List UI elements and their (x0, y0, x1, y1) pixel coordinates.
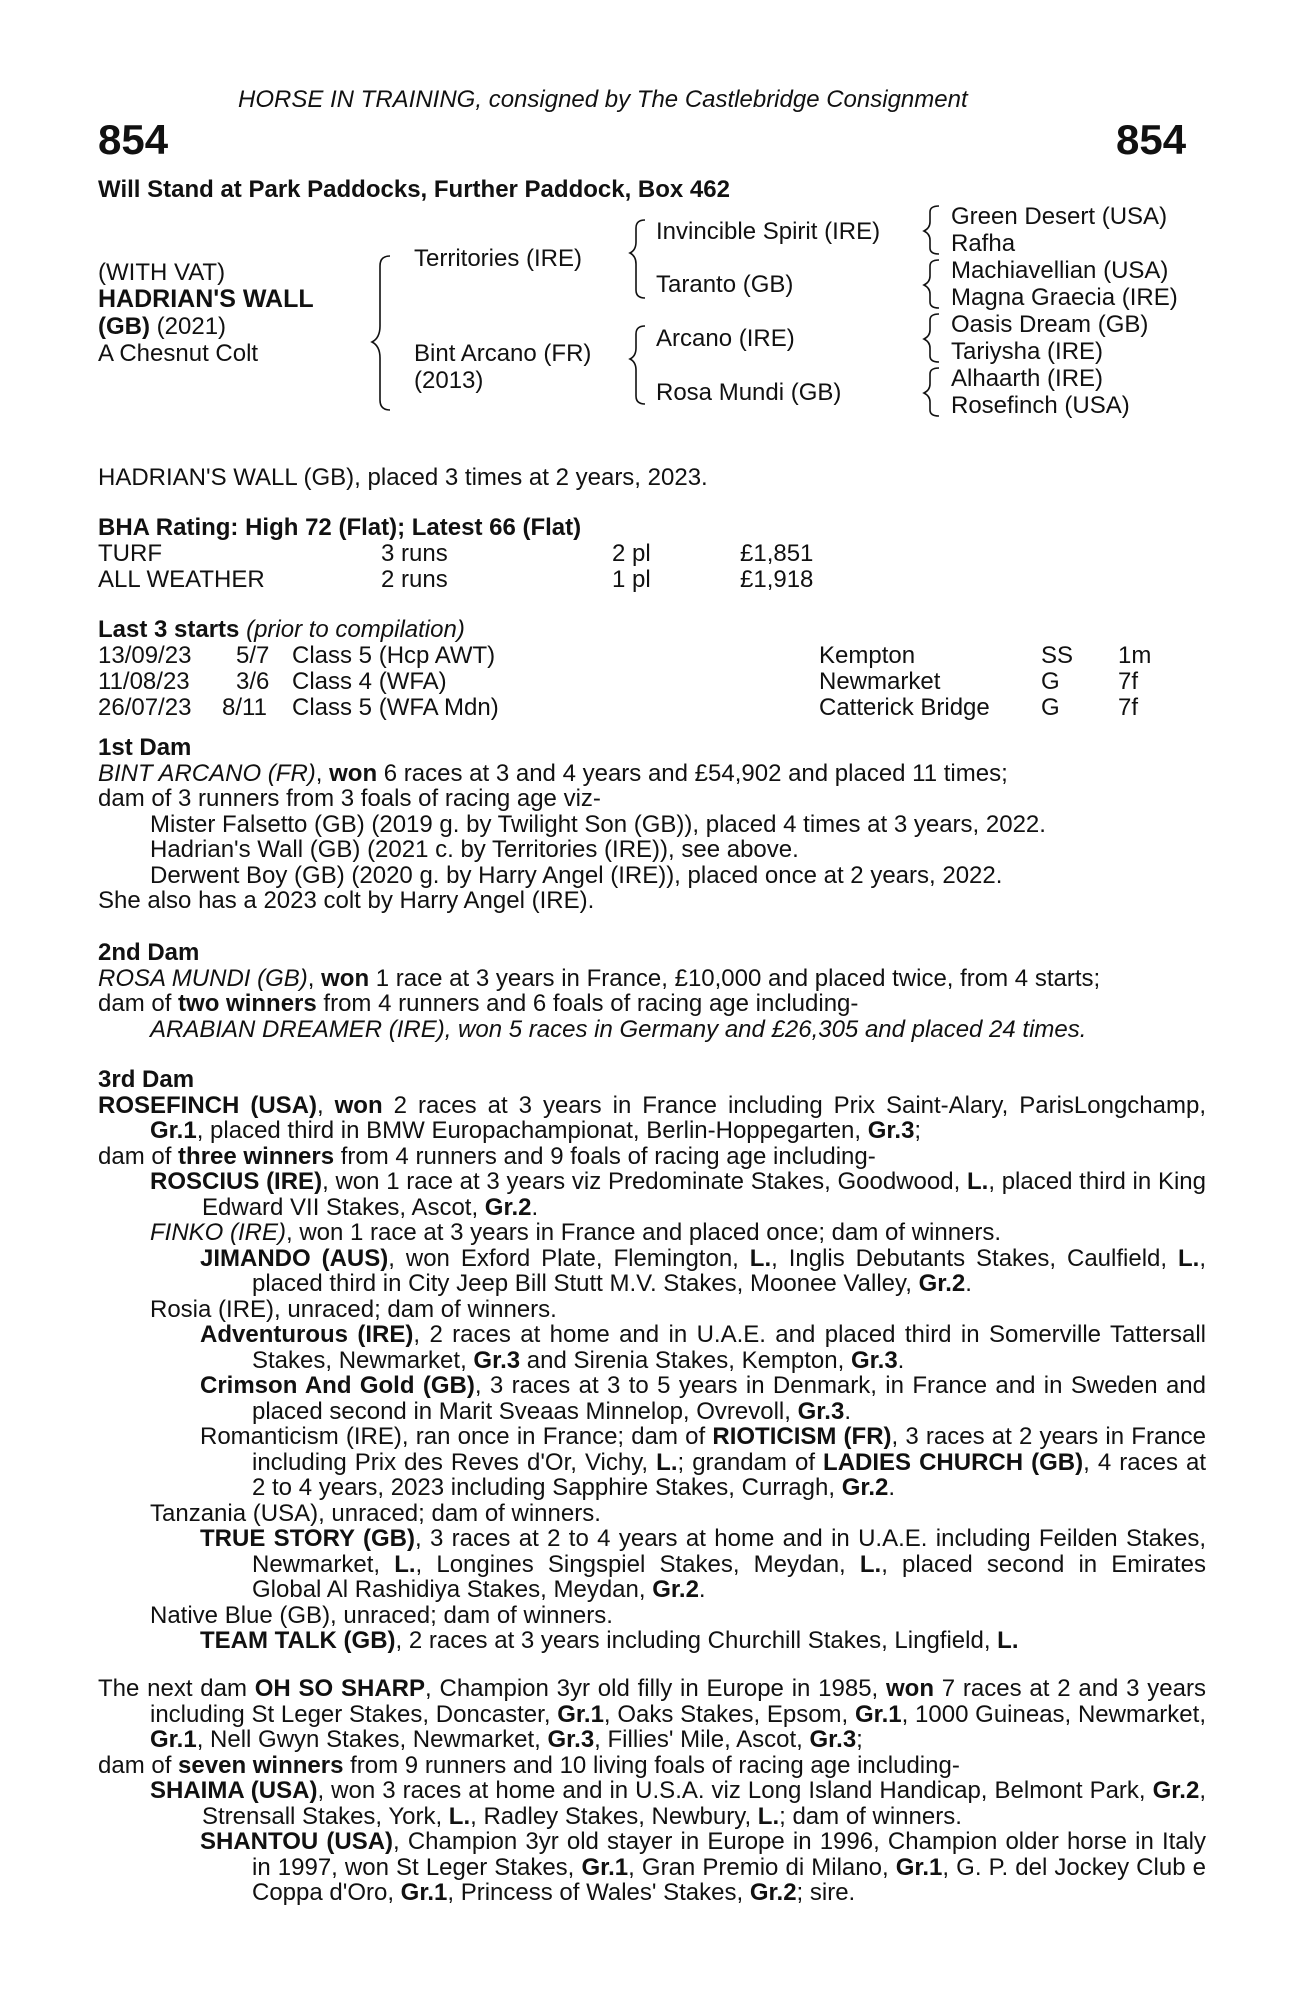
progeny-line: Tanzania (USA), unraced; dam of winners. (150, 1499, 601, 1527)
start-course: Kempton (819, 642, 916, 669)
sd-sire: Machiavellian (USA) (951, 257, 1169, 284)
third-dam-section (98, 1067, 1206, 1654)
start-class: Class 5 (Hcp AWT) (292, 642, 496, 669)
start-going: G (1041, 668, 1060, 695)
third-dam-heading: 3rd Dam (98, 1066, 195, 1093)
stand-location: Will Stand at Park Paddocks, Further Paddock, Box 462 (98, 176, 730, 203)
start-position: 5/7 (236, 642, 270, 669)
progeny-line: Hadrian's Wall (GB) (2021 c. by Territories (IRE)), see above. (150, 836, 799, 863)
turf-surface: TURF (98, 540, 162, 567)
second-dam-record: ROSA MUNDI (GB), won 1 race at 3 years in France, £10,000 and placed twice, from 4 starts; (98, 964, 1101, 992)
ds-brace (924, 314, 939, 362)
next-dam-section (98, 1676, 1206, 1906)
progeny-line: ARABIAN DREAMER (IRE), won 5 races in Germany and £26,305 and placed 24 times. (150, 1015, 1087, 1043)
sire-dam: Taranto (GB) (656, 271, 794, 298)
lot-number-left: 854 (98, 116, 169, 163)
lot-number-right: 854 (1116, 116, 1187, 163)
aw-runs: 2 runs (381, 566, 448, 593)
third-dam-record: ROSEFINCH (USA), won 2 races at 3 years in France including Prix Saint-Alary, ParisLongchamp, Gr.1, placed third in BMW Europachampionat, Berlin-Hoppegarten, Gr.3; (98, 1091, 1206, 1144)
ss-brace (924, 206, 939, 254)
dam-brace (630, 326, 645, 404)
sd-brace (924, 260, 939, 308)
dd-brace (924, 368, 939, 416)
ss-sire: Green Desert (USA) (951, 203, 1168, 230)
start-distance: 7f (1118, 694, 1139, 721)
main-brace (372, 256, 390, 410)
ds-dam: Tariysha (IRE) (951, 338, 1104, 365)
catalogue-header: HORSE IN TRAINING, consigned by The Castlebridge Consignment (238, 86, 968, 113)
dd-sire: Alhaarth (IRE) (951, 365, 1104, 392)
horse-description: A Chesnut Colt (98, 340, 259, 367)
progeny-line: TEAM TALK (GB), 2 races at 3 years including Churchill Stakes, Lingfield, L. (200, 1627, 1019, 1654)
start-class: Class 4 (WFA) (292, 668, 447, 695)
start-going: G (1041, 694, 1060, 721)
start-distance: 7f (1118, 668, 1139, 695)
start-course: Catterick Bridge (819, 694, 990, 721)
progeny-line: Rosia (IRE), unraced; dam of winners. (150, 1295, 557, 1323)
start-distance: 1m (1118, 642, 1152, 669)
progeny-line: SHANTOU (USA), Champion 3yr old stayer in Europe in 1996, Champion older horse in Italy in 1997, won St Leger Stakes, Gr.1, Gran Premio di Milano, Gr.1, G. P. del Jockey Club e Coppa d'Oro, Gr.1, Princess of Wales' Stakes, Gr.2; sire. (200, 1828, 1206, 1906)
aw-prize: £1,918 (740, 566, 814, 593)
progeny-line: SHAIMA (USA), won 3 races at home and in U.S.A. viz Long Island Handicap, Belmont Park, Gr.2, Strensall Stakes, York, L., Radley Stakes, Newbury, L.; dam of winners. (150, 1777, 1206, 1830)
last-starts-note: (prior to compilation) (239, 616, 465, 643)
horse-year: (2021) (149, 313, 227, 340)
progeny-line: JIMANDO (AUS), won Exford Plate, Flemington, L., Inglis Debutants Stakes, Caulfield, L., placed third in City Jeep Bill Stutt M.V. Stakes, Moonee Valley, Gr.2. (200, 1244, 1206, 1297)
dd-dam: Rosefinch (USA) (951, 392, 1130, 419)
first-dam-section (98, 735, 1206, 914)
sire: Territories (IRE) (414, 245, 583, 272)
second-dam-produce: dam of two winners from 4 runners and 6 foals of racing age including- (98, 990, 859, 1017)
start-date: 11/08/23 (98, 668, 190, 695)
first-dam-record: BINT ARCANO (FR), won 6 races at 3 and 4 years and £54,902 and placed 11 times; (98, 759, 1008, 787)
start-class: Class 5 (WFA Mdn) (292, 694, 499, 721)
progeny-line: FINKO (IRE), won 1 race at 3 years in France and placed once; dam of winners. (150, 1219, 1002, 1246)
turf-prize: £1,851 (740, 540, 814, 567)
race-summary: HADRIAN'S WALL (GB), placed 3 times at 2 years, 2023. (98, 464, 708, 491)
start-date: 26/07/23 (98, 694, 192, 721)
start-position: 8/11 (222, 694, 267, 721)
start-date: 13/09/23 (98, 642, 192, 669)
next-dam-record: The next dam OH SO SHARP, Champion 3yr old filly in Europe in 1985, won 7 races at 2 and 3 years including St Leger Stakes, Doncaster, Gr.1, Oaks Stakes, Epsom, Gr.1, 1000 Guineas, Newmarket, Gr.1, Nell Gwyn Stakes, Newmarket, Gr.3, Fillies' Mile, Ascot, Gr.3; (98, 1675, 1206, 1753)
vat-note: (WITH VAT) (98, 259, 226, 286)
last-starts-heading (98, 617, 465, 643)
progeny-line: Native Blue (GB), unraced; dam of winners. (150, 1601, 613, 1629)
start-position: 3/6 (236, 668, 270, 695)
ds-sire: Oasis Dream (GB) (951, 311, 1149, 338)
start-going: SS (1041, 642, 1074, 669)
progeny-line: TRUE STORY (GB), 3 races at 2 to 4 years at home and in U.A.E. including Feilden Stakes, Newmarket, L., Longines Singspiel Stakes, Meydan, L., placed second in Emirates Global Al Rashidiya Stakes, Meydan, Gr.2. (200, 1525, 1207, 1603)
sire-brace (630, 220, 645, 298)
sire-sire: Invincible Spirit (IRE) (656, 218, 881, 245)
first-dam-produce: dam of 3 runners from 3 foals of racing age viz- (98, 785, 601, 812)
turf-runs: 3 runs (381, 540, 448, 567)
sd-dam: Magna Graecia (IRE) (951, 284, 1178, 311)
horse-name: HADRIAN'S WALL (98, 285, 314, 313)
progeny-line: Adventurous (IRE), 2 races at home and in U.A.E. and placed third in Somerville Tattersall Stakes, Newmarket, Gr.3 and Sirenia Stakes, Kempton, Gr.3. (200, 1321, 1206, 1374)
aw-surface: ALL WEATHER (98, 566, 265, 593)
progeny-line: ROSCIUS (IRE), won 1 race at 3 years viz Predominate Stakes, Goodwood, L., placed third in King Edward VII Stakes, Ascot, Gr.2. (150, 1168, 1206, 1221)
third-dam-produce: dam of three winners from 4 runners and 9 foals of racing age including- (98, 1142, 876, 1170)
progeny-line: Derwent Boy (GB) (2020 g. by Harry Angel (IRE)), placed once at 2 years, 2022. (150, 861, 1003, 889)
dam-dam: Rosa Mundi (GB) (656, 379, 842, 406)
ss-dam: Rafha (951, 230, 1016, 257)
progeny-line: Romanticism (IRE), ran once in France; dam of RIOTICISM (FR), 3 races at 2 years in France including Prix des Reves d'Or, Vichy, L.; grandam of LADIES CHURCH (GB), 4 races at 2 to 4 years, 2023 including Sapphire Stakes, Curragh, Gr.2. (200, 1423, 1207, 1501)
dam: Bint Arcano (FR) (414, 340, 592, 367)
aw-placed: 1 pl (612, 566, 651, 593)
start-course: Newmarket (819, 668, 941, 695)
second-dam-heading: 2nd Dam (98, 939, 200, 966)
progeny-line: Mister Falsetto (GB) (2019 g. by Twilight Son (GB)), placed 4 times at 3 years, 2022. (150, 810, 1046, 838)
next-dam-produce: dam of seven winners from 9 runners and 10 living foals of racing age including- (98, 1751, 960, 1779)
first-dam-heading: 1st Dam (98, 734, 192, 761)
bha-rating: BHA Rating: High 72 (Flat); Latest 66 (Flat) (98, 514, 582, 541)
second-dam-section (98, 940, 1206, 1042)
progeny-line: Crimson And Gold (GB), 3 races at 3 to 5 years in Denmark, in France and in Sweden and placed second in Marit Sveaas Minnelop, Ovrevoll, Gr.3. (200, 1372, 1206, 1425)
dam-year: (2013) (414, 367, 484, 394)
last-starts-title: Last 3 starts (98, 616, 240, 643)
progeny-note: She also has a 2023 colt by Harry Angel (IRE). (98, 887, 595, 914)
turf-placed: 2 pl (612, 540, 651, 567)
dam-sire: Arcano (IRE) (656, 325, 795, 352)
horse-country: (GB) (98, 313, 150, 340)
